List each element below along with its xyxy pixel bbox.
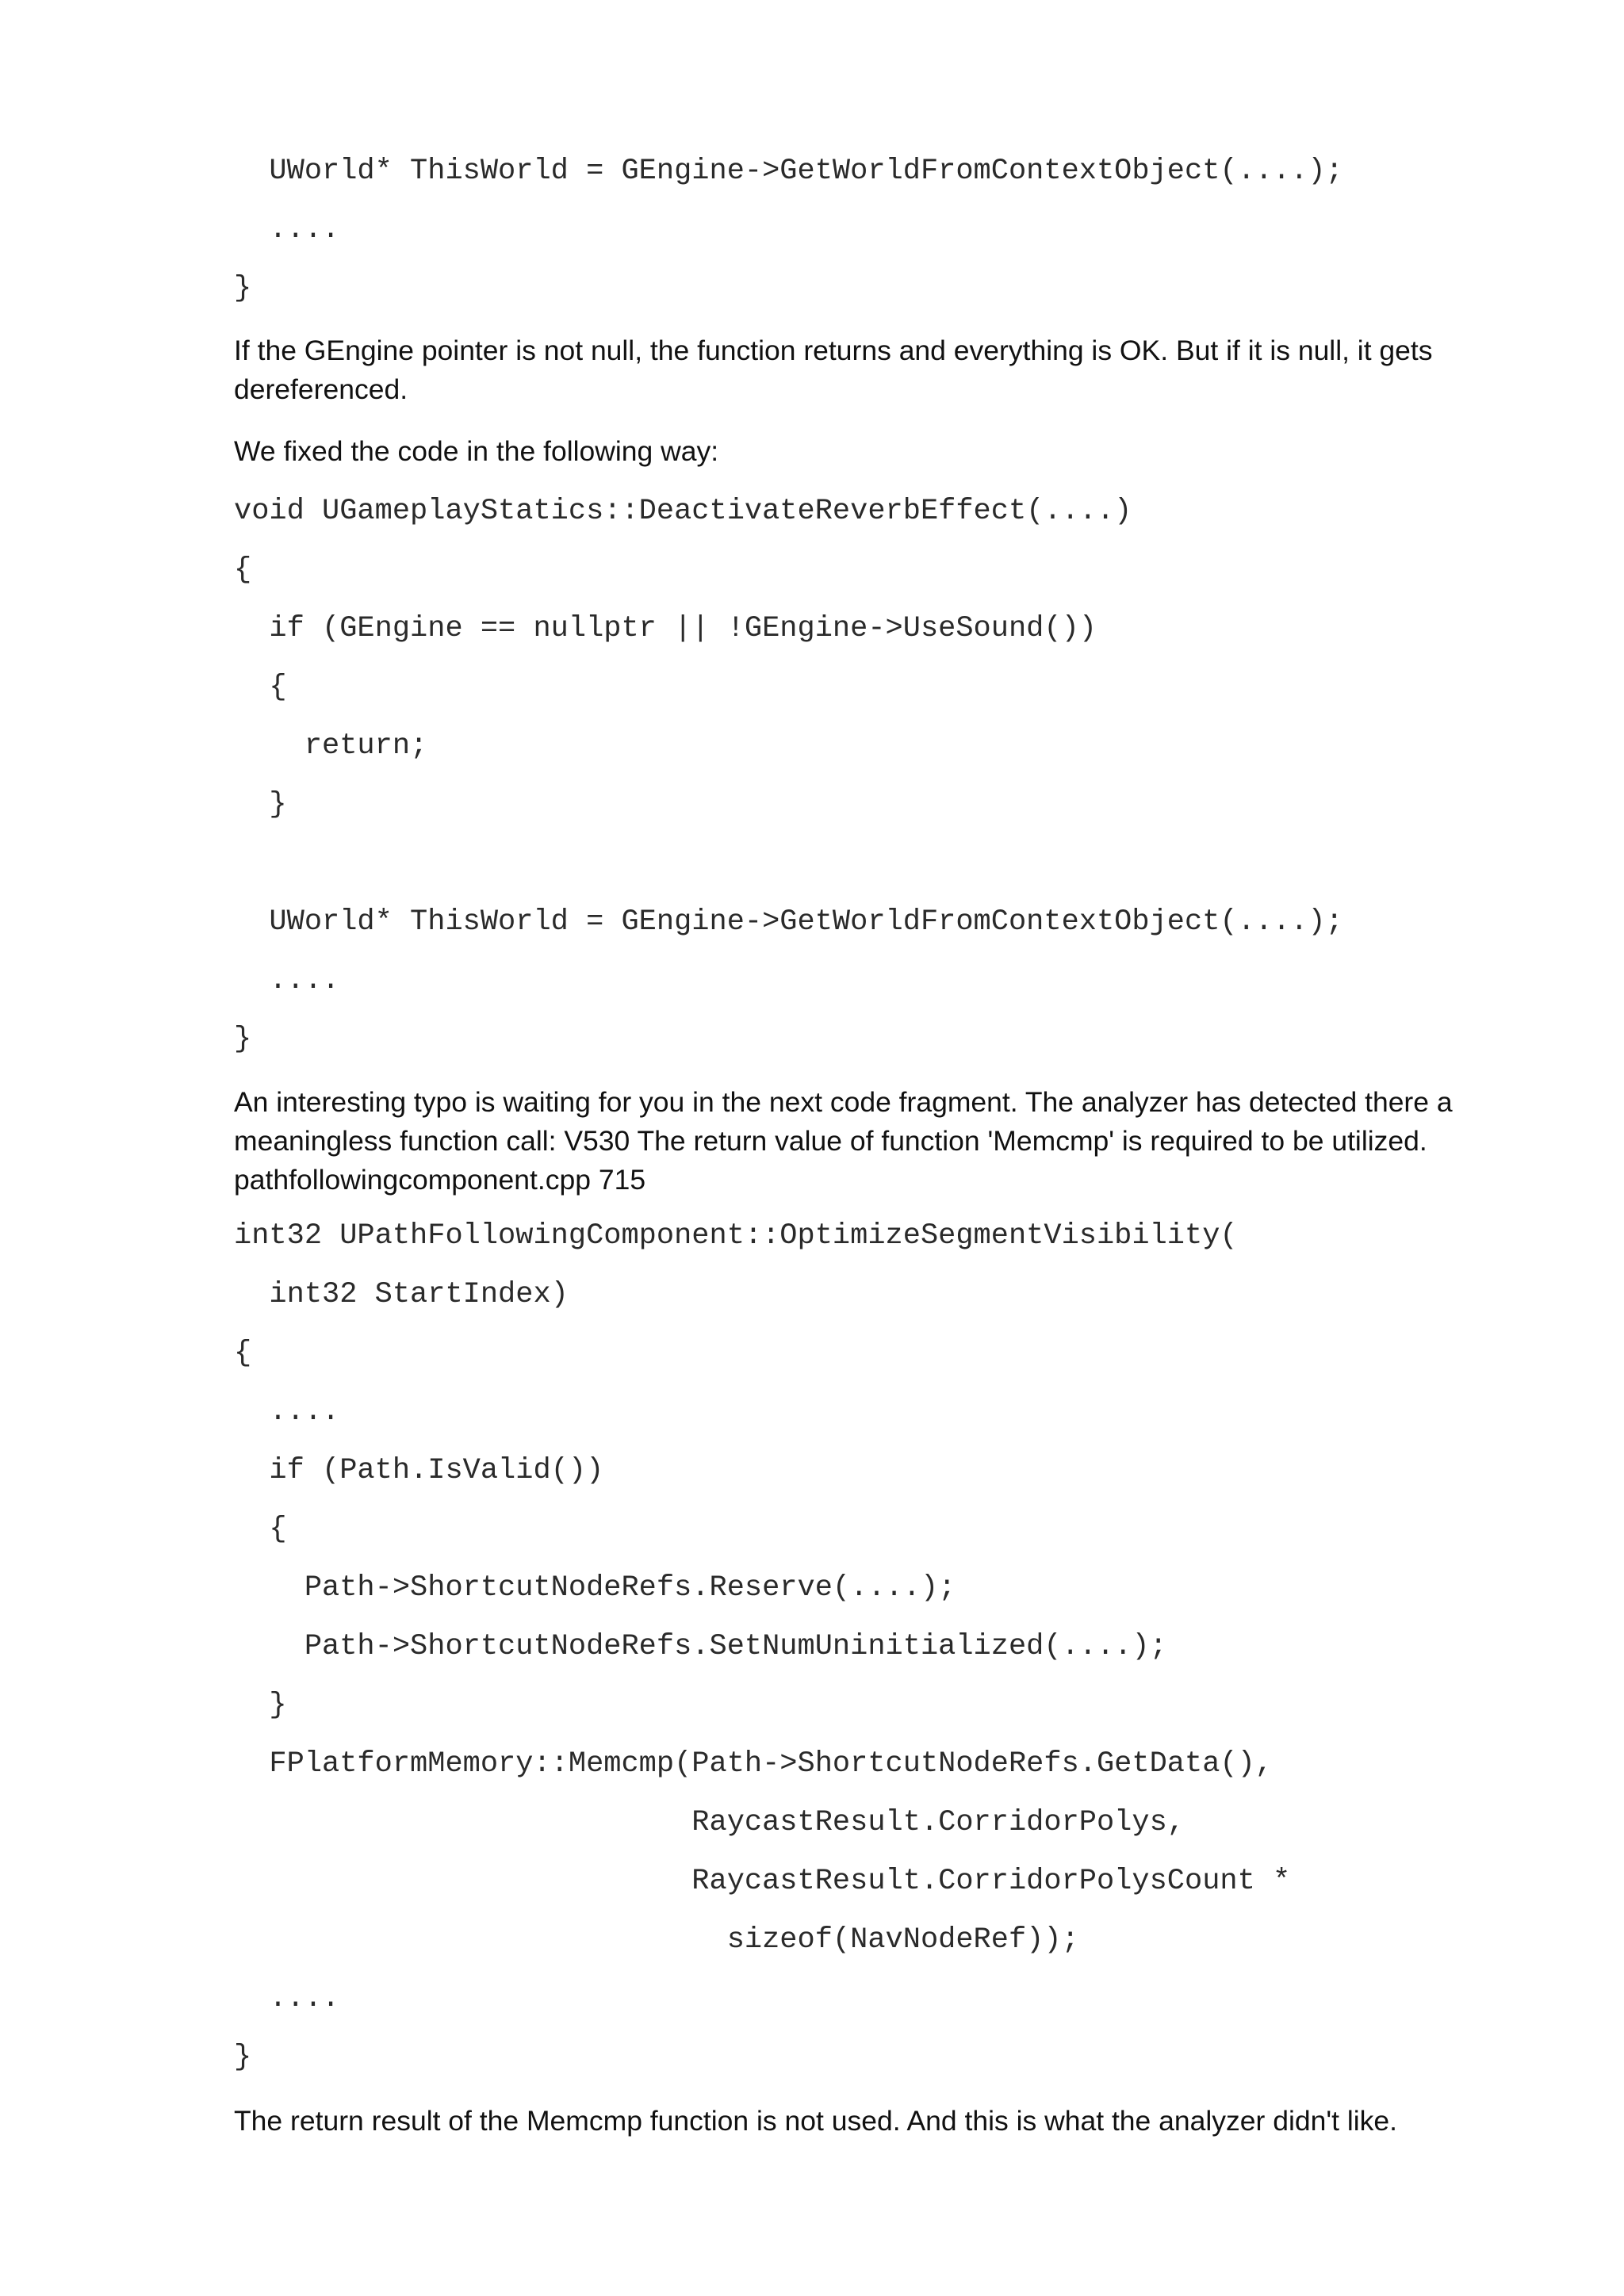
- code-line: Path->ShortcutNodeRefs.SetNumUninitialized(....);: [234, 1630, 1167, 1663]
- code-line: {: [234, 1513, 287, 1546]
- code-line: }: [234, 1689, 287, 1722]
- code-line: int32 UPathFollowingComponent::OptimizeSegmentVisibility(: [234, 1219, 1238, 1253]
- code-line: FPlatformMemory::Memcmp(Path->ShortcutNodeRefs.GetData(),: [234, 1747, 1274, 1781]
- paragraph-1: If the GEngine pointer is not null, the function returns and everything is OK. But if it is null, it gets dereferenced.: [234, 335, 1433, 405]
- code-line: RaycastResult.CorridorPolysCount *: [234, 1865, 1291, 1898]
- paragraph-3: An interesting typo is waiting for you in the next code fragment. The analyzer has detected there a meaningless function call: V530 The return value of function 'Memcmp' is required to be utilized. pathfollowingcomponent.cpp 715: [234, 1086, 1453, 1196]
- code-line: int32 StartIndex): [234, 1278, 569, 1311]
- code-line: }: [234, 788, 287, 821]
- code-line: {: [234, 671, 287, 704]
- code-line: UWorld* ThisWorld = GEngine->GetWorldFromContextObject(....);: [234, 155, 1343, 188]
- code-line: ....: [234, 1982, 340, 2015]
- code-line: ....: [234, 213, 340, 247]
- code-line: if (Path.IsValid()): [234, 1454, 604, 1487]
- code-line: ....: [234, 1395, 340, 1429]
- code-line: }: [234, 272, 252, 305]
- code-line: ....: [234, 964, 340, 997]
- code-line: return;: [234, 729, 428, 763]
- code-line: Path->ShortcutNodeRefs.Reserve(....);: [234, 1571, 956, 1605]
- code-line: }: [234, 2041, 252, 2074]
- code-line: RaycastResult.CorridorPolys,: [234, 1806, 1185, 1839]
- paragraph-2: We fixed the code in the following way:: [234, 435, 719, 467]
- code-line: }: [234, 1023, 252, 1056]
- code-line: UWorld* ThisWorld = GEngine->GetWorldFromContextObject(....);: [234, 905, 1343, 939]
- code-line: {: [234, 1337, 252, 1370]
- code-line: sizeof(NavNodeRef));: [234, 1923, 1079, 1957]
- code-line: void UGameplayStatics::DeactivateReverbEffect(....): [234, 495, 1132, 528]
- code-line: {: [234, 553, 252, 587]
- paragraph-4: The return result of the Memcmp function is not used. And this is what the analyzer didn't like.: [234, 2105, 1397, 2137]
- code-line: if (GEngine == nullptr || !GEngine->UseSound()): [234, 612, 1097, 645]
